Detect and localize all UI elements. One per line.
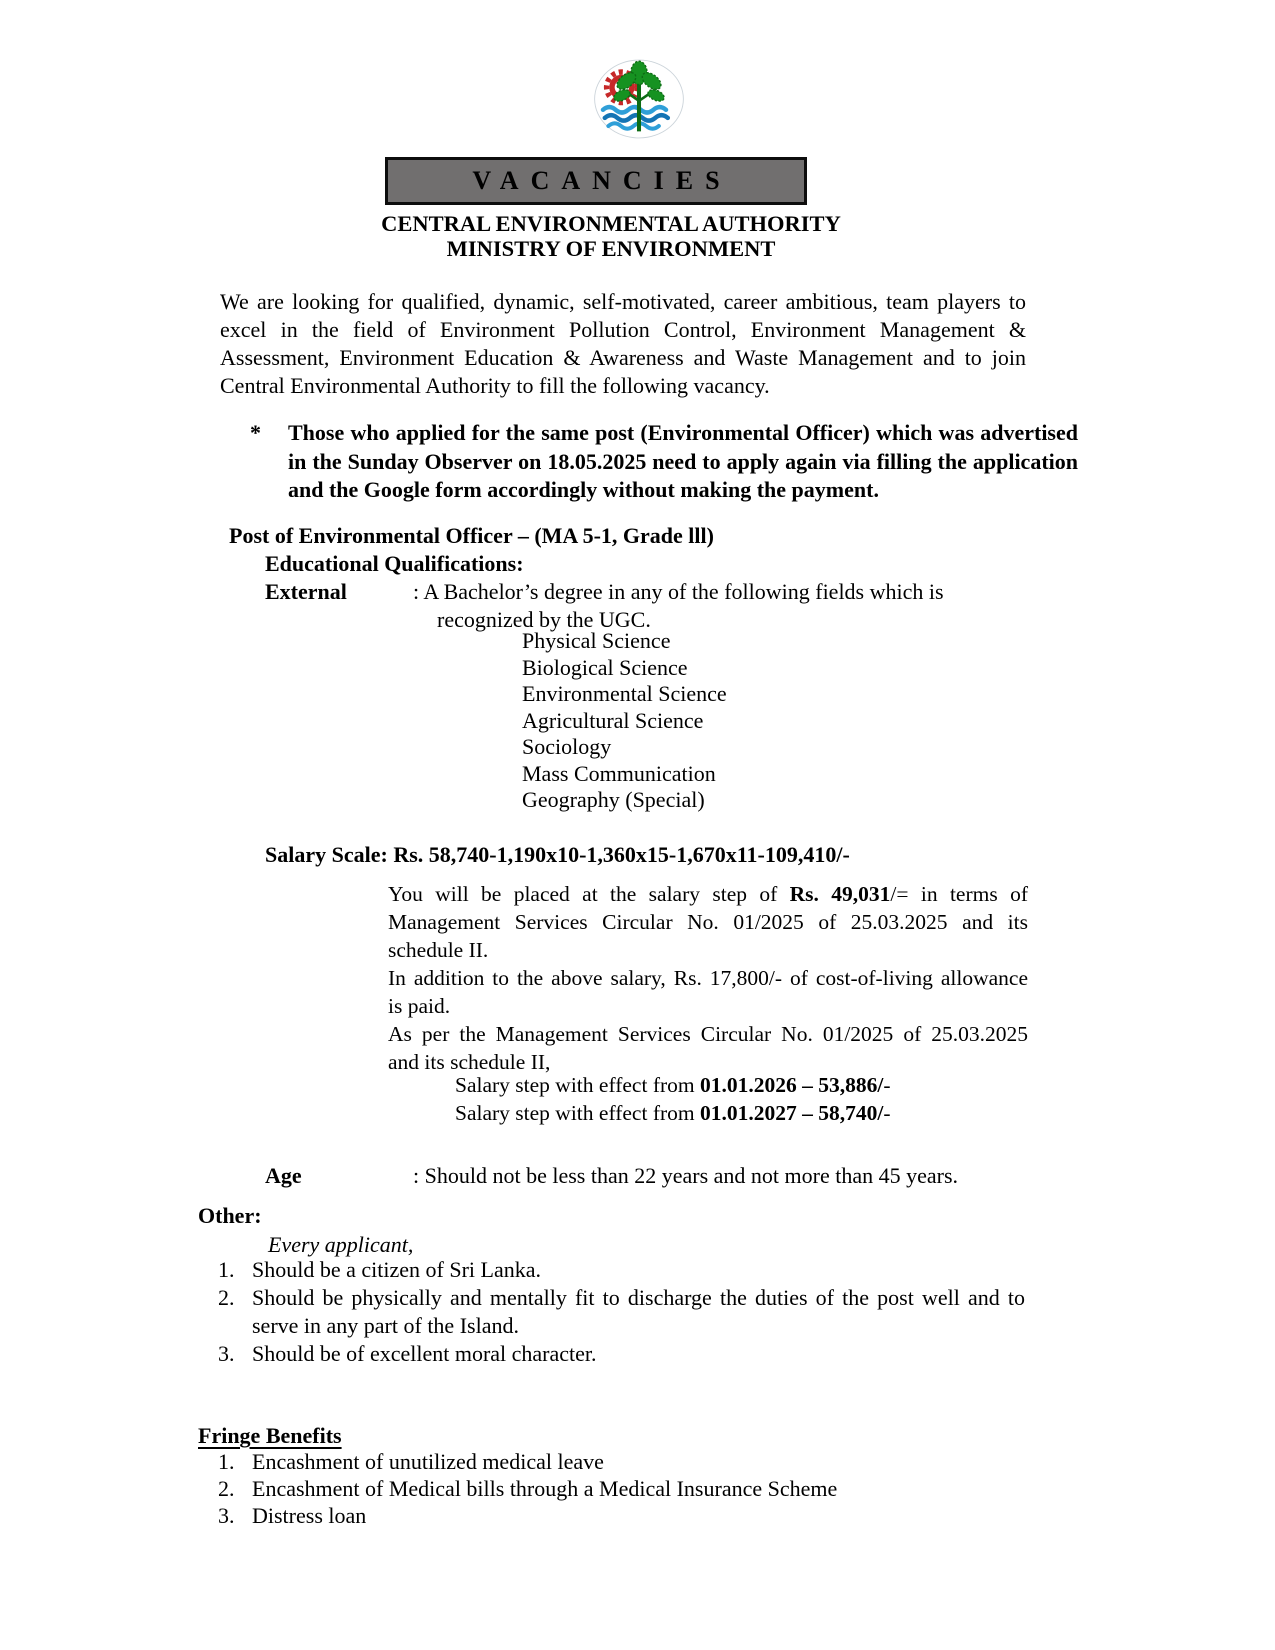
intro-line: We are looking for qualified, dynamic, self-motivated, career ambitious, team players to	[220, 289, 1026, 314]
list-item	[218, 1256, 1028, 1284]
item-number: 2.	[218, 1285, 235, 1310]
vacancies-title: VACANCIES	[472, 166, 732, 195]
item-number: 3.	[218, 1503, 235, 1528]
post-title: Post of Environmental Officer – (MA 5-1, Grade lll)	[229, 523, 714, 548]
salary-scale-line: Salary Scale: Rs. 58,740-1,190x10-1,360x15-1,670x11-109,410/-	[265, 842, 850, 867]
org-heading-block	[0, 211, 1222, 261]
degree-field: Biological Science	[522, 654, 688, 680]
external-label: External	[265, 579, 347, 604]
qualifications-heading: Educational Qualifications:	[265, 551, 524, 576]
list-item	[218, 1340, 1028, 1368]
item-number: 2.	[218, 1476, 235, 1501]
intro-line: Assessment, Environment Education & Awareness and Waste Management and to join	[220, 345, 1026, 370]
salary-step-post: /= in terms of	[890, 882, 1028, 906]
colon: :	[413, 579, 420, 604]
salary-text-line: and its schedule II,	[388, 1050, 551, 1074]
degree-field: Environmental Science	[522, 681, 727, 706]
salary-step-2026	[455, 1071, 891, 1099]
step-value: 01.01.2027 – 58,740/	[699, 1101, 884, 1125]
list-item	[218, 1502, 837, 1529]
degree-field: Agricultural Science	[522, 707, 704, 733]
other-heading: Other:	[198, 1203, 262, 1228]
item-text	[252, 1256, 1025, 1284]
fringe-benefits-heading: Fringe Benefits	[198, 1423, 342, 1448]
ministry-name: MINISTRY OF ENVIRONMENT	[446, 236, 776, 261]
item-line: Should be of excellent moral character.	[252, 1341, 597, 1366]
colon: :	[413, 1163, 420, 1188]
item-line: serve in any part of the Island.	[252, 1313, 519, 1338]
list-item	[218, 1475, 837, 1502]
notice-line: Those who applied for the same post (Environmental Officer) which was advertised	[288, 420, 1078, 445]
asterisk-marker: *	[250, 420, 261, 445]
degree-field: Sociology	[522, 734, 612, 759]
item-line: Should be a citizen of Sri Lanka.	[252, 1257, 541, 1282]
degree-field: Physical Science	[522, 628, 671, 653]
step-pre: Salary step with effect from	[455, 1073, 700, 1097]
salary-text-line: As per the Management Services Circular No. 01/2025 of 25.03.2025	[388, 1022, 1028, 1046]
step-value: 01.01.2026 – 53,886/	[699, 1073, 884, 1097]
degree-field: Geography (Special)	[522, 787, 705, 812]
degree-field: Mass Communication	[522, 760, 716, 786]
step-post: -	[883, 1101, 891, 1125]
salary-step-pre: You will be placed at the salary step of	[388, 882, 790, 906]
salary-text-line: In addition to the above salary, Rs. 17,800/- of cost-of-living allowance	[388, 966, 1028, 990]
degree-fields-list	[522, 628, 727, 814]
age-label: Age	[265, 1163, 302, 1188]
item-text	[252, 1340, 1025, 1368]
salary-step-2027	[455, 1099, 891, 1127]
item-line: Should be physically and mentally fit to discharge the duties of the post well and to	[252, 1285, 1025, 1310]
age-value	[413, 1162, 958, 1190]
reapply-notice	[250, 419, 1078, 505]
notice-line: in the Sunday Observer on 18.05.2025 need to apply again via filling the application	[288, 448, 1078, 474]
item-number: 1.	[218, 1449, 235, 1474]
salary-step-amount: Rs. 49,031	[789, 882, 891, 906]
item-number: 1.	[218, 1257, 235, 1282]
external-value	[413, 578, 944, 606]
salary-steps-list	[455, 1071, 891, 1127]
every-applicant-label: Every applicant,	[268, 1232, 414, 1257]
salary-text-line: schedule II.	[388, 938, 489, 962]
organization-logo	[594, 59, 684, 139]
external-text-continued: recognized by the UGC.	[437, 607, 651, 632]
intro-line: Central Environmental Authority to fill the following vacancy.	[220, 373, 770, 398]
list-item	[218, 1448, 837, 1475]
item-text: Distress loan	[252, 1503, 367, 1528]
salary-details-block	[388, 880, 1028, 1076]
intro-paragraph	[220, 288, 1026, 400]
notice-line: and the Google form accordingly without making the payment.	[288, 477, 879, 502]
reapply-notice-text	[288, 419, 1078, 505]
age-text: Should not be less than 22 years and not more than 45 years.	[424, 1163, 959, 1188]
salary-text-line: is paid.	[388, 994, 451, 1018]
vacancies-banner	[385, 157, 807, 205]
salary-text-line: Management Services Circular No. 01/2025 of 25.03.2025 and its	[388, 910, 1028, 934]
external-qualification-row	[265, 578, 1045, 606]
salary-step-line	[388, 880, 1028, 908]
org-name: CENTRAL ENVIRONMENTAL AUTHORITY	[381, 211, 841, 236]
fringe-benefits-list	[218, 1448, 837, 1529]
list-item	[218, 1284, 1028, 1340]
step-post: -	[883, 1073, 891, 1097]
item-text: Encashment of Medical bills through a Medical Insurance Scheme	[252, 1476, 838, 1501]
other-requirements-list	[218, 1256, 1028, 1368]
item-number: 3.	[218, 1341, 235, 1366]
external-text: A Bachelor’s degree in any of the following fields which is	[423, 579, 944, 604]
item-text	[252, 1284, 1025, 1340]
step-pre: Salary step with effect from	[455, 1101, 700, 1125]
item-text: Encashment of unutilized medical leave	[252, 1449, 604, 1474]
age-requirement-row	[265, 1162, 1055, 1190]
intro-line: excel in the field of Environment Pollution Control, Environment Management &	[220, 317, 1026, 342]
